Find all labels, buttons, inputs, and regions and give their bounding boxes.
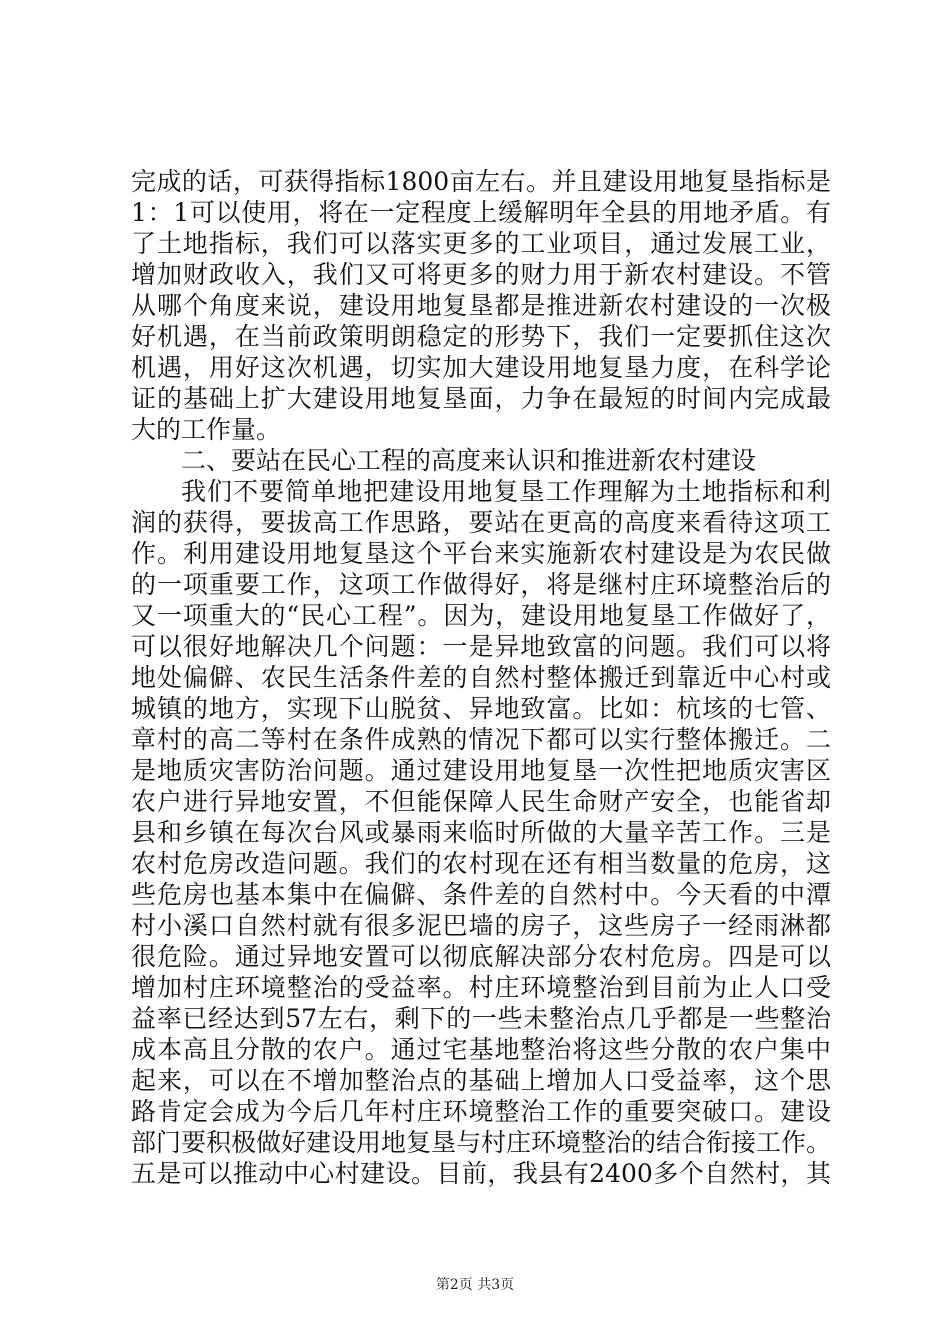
text-line: 成本高且分散的农户。通过宅基地整治将这些分散的农户集中 xyxy=(131,1035,831,1064)
document-body xyxy=(131,166,831,1189)
text-line: 五是可以推动中心村建设。目前，我县有2400多个自然村，其 xyxy=(131,1159,831,1188)
text-line: 益率已经达到57左右，剩下的一些未整治点几乎都是一些整治 xyxy=(131,1004,831,1033)
text-line: 了土地指标，我们可以落实更多的工业项目，通过发展工业， xyxy=(131,229,831,258)
text-line: 农村危房改造问题。我们的农村现在还有相当数量的危房，这 xyxy=(131,849,831,878)
text-line: 章村的高二等村在条件成熟的情况下都可以实行整体搬迁。二 xyxy=(131,725,831,754)
text-line: 从哪个角度来说，建设用地复垦都是推进新农村建设的一次极 xyxy=(131,291,831,320)
text-line: 增加村庄环境整治的受益率。村庄环境整治到目前为止人口受 xyxy=(131,973,831,1002)
text-line: 农户进行异地安置，不但能保障人民生命财产安全，也能省却 xyxy=(131,787,831,816)
text-line: 1：1可以使用，将在一定程度上缓解明年全县的用地矛盾。有 xyxy=(131,198,831,227)
text-line: 是地质灾害防治问题。通过建设用地复垦一次性把地质灾害区 xyxy=(131,756,831,785)
paragraph-1 xyxy=(131,166,831,445)
text-line: 又一项重大的“民心工程”。因为，建设用地复垦工作做好了， xyxy=(131,601,831,630)
text-line: 起来，可以在不增加整治点的基础上增加人口受益率，这个思 xyxy=(131,1066,831,1095)
page-number-footer: 第2页 共3页 xyxy=(435,1277,515,1293)
text-line: 机遇，用好这次机遇，切实加大建设用地复垦力度，在科学论 xyxy=(131,353,831,382)
text-line: 地处偏僻、农民生活条件差的自然村整体搬迁到靠近中心村或 xyxy=(131,663,831,692)
text-line: 好机遇，在当前政策明朗稳定的形势下，我们一定要抓住这次 xyxy=(131,322,831,351)
text-line: 证的基础上扩大建设用地复垦面，力争在最短的时间内完成最 xyxy=(131,384,831,413)
text-line: 润的获得，要拔高工作思路，要站在更高的高度来看待这项工 xyxy=(131,508,831,537)
text-line: 很危险。通过异地安置可以彻底解决部分农村危房。四是可以 xyxy=(131,942,831,971)
paragraph-2 xyxy=(131,476,831,1189)
text-line: 增加财政收入，我们又可将更多的财力用于新农村建设。不管 xyxy=(131,260,831,289)
text-line: 部门要积极做好建设用地复垦与村庄环境整治的结合衔接工作。 xyxy=(131,1128,831,1157)
text-line: 县和乡镇在每次台风或暴雨来临时所做的大量辛苦工作。三是 xyxy=(131,818,831,847)
text-line: 我们不要简单地把建设用地复垦工作理解为土地指标和利 xyxy=(181,477,831,506)
text-line: 城镇的地方，实现下山脱贫、异地致富。比如：杭垓的七管、 xyxy=(131,694,831,723)
text-line: 作。利用建设用地复垦这个平台来实施新农村建设是为农民做 xyxy=(131,539,831,568)
text-line: 村小溪口自然村就有很多泥巴墙的房子，这些房子一经雨淋都 xyxy=(131,911,831,940)
section-heading: 二、要站在民心工程的高度来认识和推进新农村建设 xyxy=(181,446,757,475)
text-line: 的一项重要工作，这项工作做得好，将是继村庄环境整治后的 xyxy=(131,570,831,599)
text-line: 可以很好地解决几个问题：一是异地致富的问题。我们可以将 xyxy=(131,632,831,661)
text-line: 路肯定会成为今后几年村庄环境整治工作的重要突破口。建设 xyxy=(131,1097,831,1126)
text-line: 些危房也基本集中在偏僻、条件差的自然村中。今天看的中潭 xyxy=(131,880,831,909)
text-line: 大的工作量。 xyxy=(131,415,282,444)
text-line: 完成的话，可获得指标1800亩左右。并且建设用地复垦指标是 xyxy=(131,167,831,196)
